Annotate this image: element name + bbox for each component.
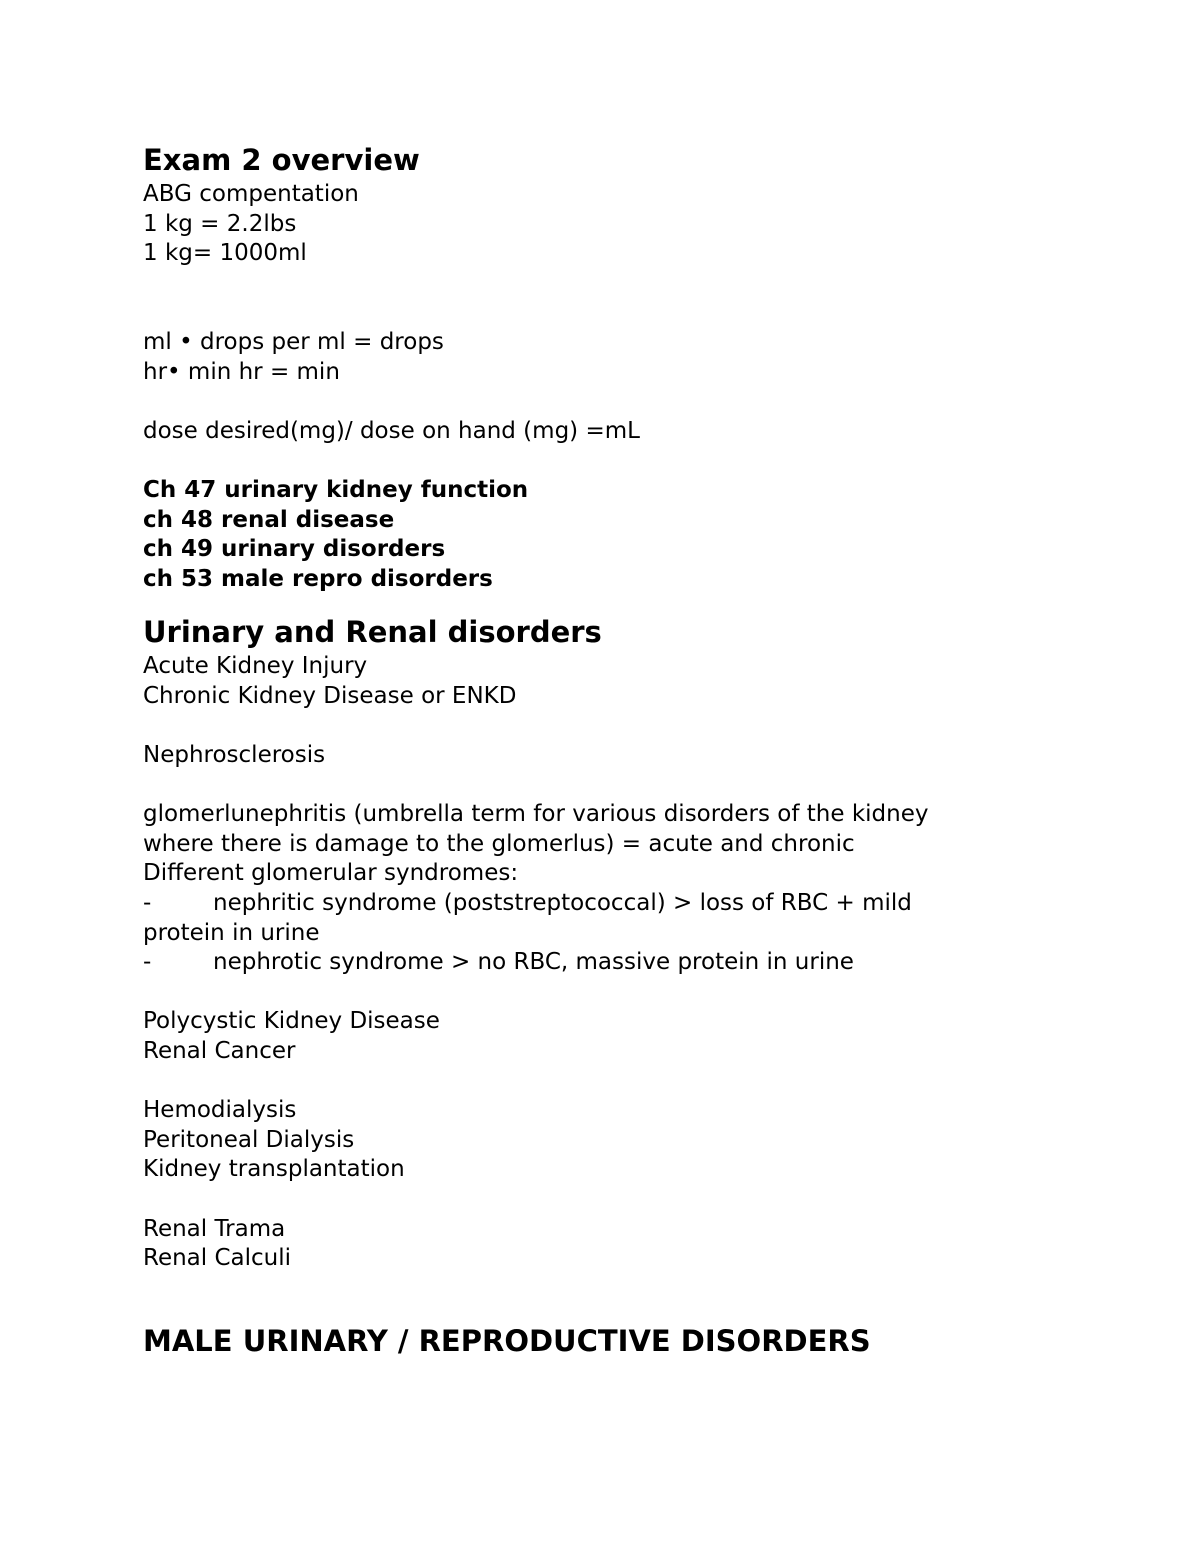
list-item: Acute Kidney Injury: [143, 653, 368, 680]
bullet-item: [143, 948, 1043, 978]
drops-formula: ml • drops per ml = drops: [143, 328, 444, 355]
list-item: Renal Cancer: [143, 1038, 296, 1065]
kg-ml-line: 1 kg= 1000ml: [143, 240, 307, 267]
bullet-continuation: protein in urine: [143, 919, 320, 946]
document-page: [143, 140, 1043, 1361]
kg-lbs-line: 1 kg = 2.2lbs: [143, 210, 297, 237]
chapter-line: ch 53 male repro disorders: [143, 565, 493, 592]
dose-formula: dose desired(mg)/ dose on hand (mg) =mL: [143, 417, 640, 444]
exam-overview-heading: Exam 2 overview: [143, 143, 420, 177]
male-disorders-heading: MALE URINARY / REPRODUCTIVE DISORDERS: [143, 1324, 871, 1359]
list-item: Kidney transplantation: [143, 1156, 405, 1183]
list-item: Peritoneal Dialysis: [143, 1126, 355, 1153]
spacer: [143, 446, 1043, 476]
list-item: Renal Trama: [143, 1215, 286, 1242]
spacer: [143, 298, 1043, 328]
spacer: [143, 771, 1043, 801]
spacer: [143, 1067, 1043, 1097]
spacer: [143, 978, 1043, 1008]
glomerulonephritis-line: where there is damage to the glomerlus) = acute and chronic: [143, 830, 855, 857]
spacer: [143, 1303, 1043, 1321]
min-formula: hr• min hr = min: [143, 358, 340, 385]
abg-line: ABG compentation: [143, 181, 359, 207]
spacer: [143, 1274, 1043, 1304]
spacer: [143, 594, 1043, 612]
list-item: Hemodialysis: [143, 1097, 297, 1124]
chapter-line: Ch 47 urinary kidney function: [143, 476, 529, 503]
syndromes-intro: Different glomerular syndromes:: [143, 860, 519, 887]
chapter-line: ch 49 urinary disorders: [143, 536, 446, 563]
bullet-item: [143, 889, 1043, 919]
bullet-text: nephrotic syndrome > no RBC, massive protein in urine: [213, 949, 854, 976]
list-item: Polycystic Kidney Disease: [143, 1008, 440, 1035]
glomerulonephritis-line: glomerlunephritis (umbrella term for various disorders of the kidney: [143, 801, 929, 828]
list-item: Chronic Kidney Disease or ENKD: [143, 682, 517, 709]
bullet-marker: -: [143, 890, 152, 917]
spacer: [143, 712, 1043, 742]
spacer: [143, 387, 1043, 417]
bullet-text: nephritic syndrome (poststreptococcal) > loss of RBC + mild: [213, 890, 912, 917]
spacer: [143, 269, 1043, 299]
urinary-renal-heading: Urinary and Renal disorders: [143, 615, 602, 650]
spacer: [143, 1185, 1043, 1215]
list-item: Nephrosclerosis: [143, 742, 326, 769]
list-item: Renal Calculi: [143, 1245, 292, 1272]
chapter-line: ch 48 renal disease: [143, 506, 395, 533]
bullet-marker: -: [143, 949, 152, 976]
